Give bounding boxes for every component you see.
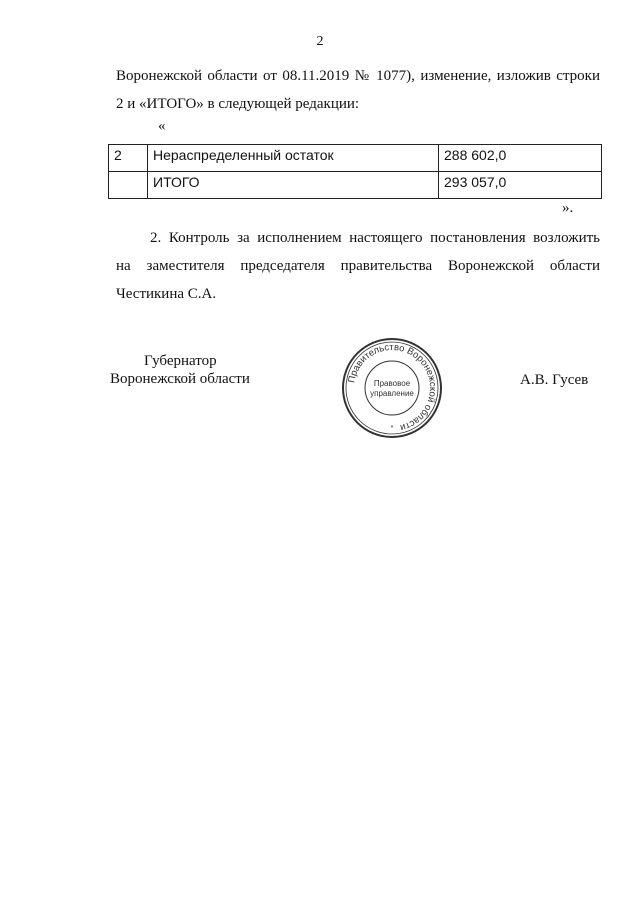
page-number: 2 — [316, 34, 324, 49]
seal-center-line-1: Правовое — [373, 379, 411, 388]
control-line-2: на заместителя председателя правительства Воронежской области — [116, 258, 600, 274]
table-row — [109, 145, 602, 172]
seal-center-line-2: управление — [370, 389, 414, 398]
signatory-title-line-2: Воронежской области — [110, 371, 250, 387]
control-line-3: Честикина С.А. — [116, 286, 217, 302]
signatory-title — [110, 352, 250, 388]
budget-table — [108, 144, 602, 199]
row-name-cell: Нераспределенный остаток — [148, 145, 439, 172]
row-number-cell — [109, 172, 148, 199]
intro-line-1: Воронежской области от 08.11.2019 № 1077), изменение, изложив строки — [116, 68, 600, 84]
control-line-1: 2. Контроль за исполнением настоящего постановления возложить — [150, 230, 600, 246]
row-name-cell: ИТОГО — [148, 172, 439, 199]
opening-quote: « — [158, 118, 166, 134]
intro-paragraph — [116, 62, 600, 118]
control-paragraph — [116, 224, 600, 308]
seal-ring-text: Правительство Воронежской области — [346, 341, 439, 434]
row-value-cell: 288 602,0 — [439, 145, 602, 172]
table-row — [109, 172, 602, 199]
closing-quote: ». — [562, 200, 574, 216]
row-number-cell: 2 — [109, 145, 148, 172]
svg-text:*: * — [390, 425, 394, 432]
intro-line-2: 2 и «ИТОГО» в следующей редакции: — [116, 96, 360, 112]
official-seal-icon — [340, 336, 444, 440]
signer-name: А.В. Гусев — [520, 372, 589, 388]
signatory-title-line-1: Губернатор — [144, 353, 217, 369]
row-value-cell: 293 057,0 — [439, 172, 602, 199]
